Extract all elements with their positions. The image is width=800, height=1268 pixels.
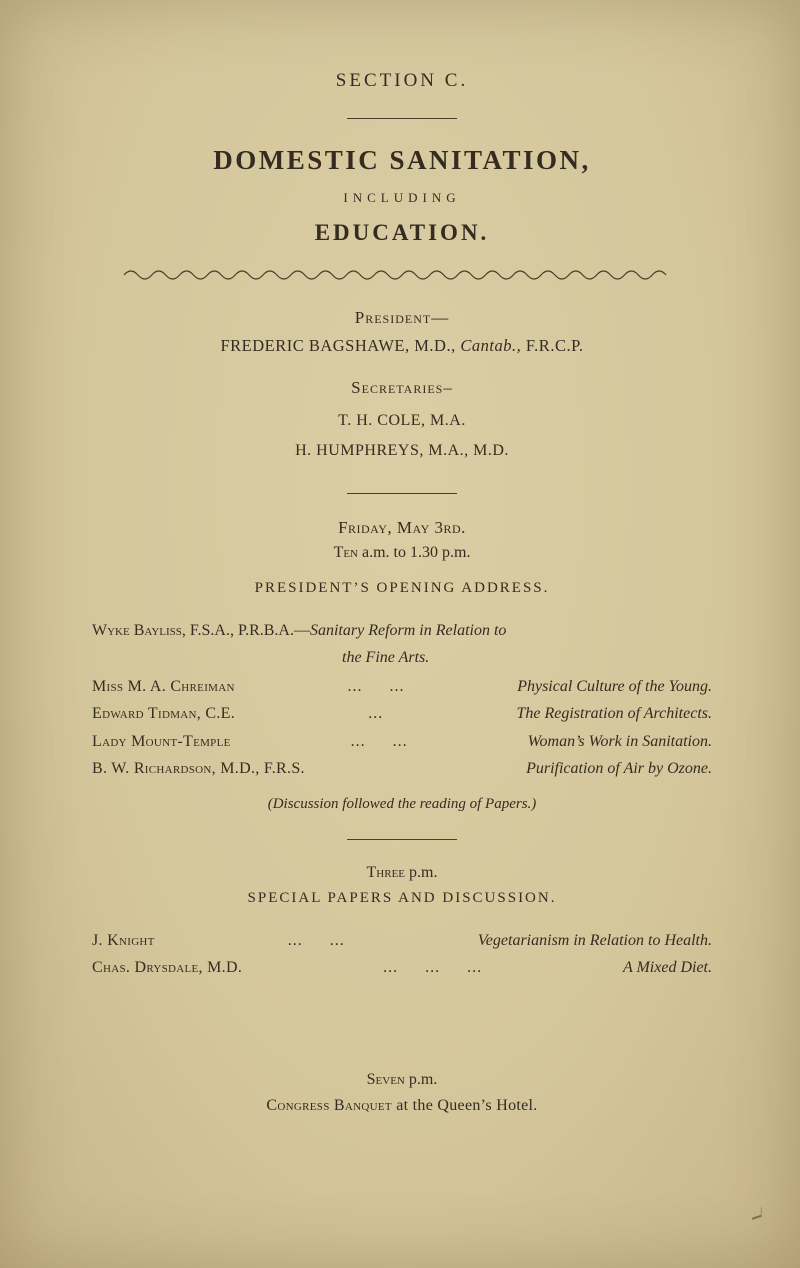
paper-speaker: Edward Tidman, C.E. <box>92 705 236 723</box>
dot-leader: ... ... <box>350 732 408 750</box>
banquet-event-rest: at the Queen’s Hotel. <box>391 1097 538 1115</box>
paper-topic: Purification of Air by Ozone. <box>526 759 712 777</box>
dot-leader: ... <box>368 705 384 723</box>
president-name-part: F.R.C.P. <box>521 336 584 355</box>
page-subtitle: EDUCATION. <box>314 220 490 245</box>
decorative-squiggle <box>92 264 712 282</box>
president-label: President— <box>354 308 450 327</box>
secretary-name: H. HUMPHREYS, M.A., M.D. <box>295 442 509 460</box>
session-heading: PRESIDENT’S OPENING ADDRESS. <box>254 579 550 596</box>
paper-row <box>92 700 712 727</box>
paper-topic: The Registration of Architects. <box>516 705 712 723</box>
session-time-word: Ten <box>333 543 358 561</box>
paper-speaker: Wyke Bayliss, F.S.A., P.R.B.A.— <box>92 621 310 639</box>
paper-topic: Vegetarianism in Relation to Health. <box>477 931 712 949</box>
paper-row <box>92 755 712 782</box>
president-name-part: FREDERIC BAGSHAWE, M.D., <box>220 336 461 355</box>
session-day: Friday, May 3rd. <box>338 517 466 537</box>
paper-topic: Sanitary Reform in Relation to <box>309 621 507 639</box>
paper-topic: A Mixed Diet. <box>622 959 712 977</box>
paper-speaker: Miss M. A. Chreiman <box>92 678 235 696</box>
session-time-rest: p.m. <box>404 1071 438 1089</box>
paper-row <box>92 673 712 700</box>
session-time <box>92 1071 712 1089</box>
divider <box>347 118 457 119</box>
paper-speaker: B. W. Richardson, M.D., F.R.S. <box>92 759 305 777</box>
paper-topic: Physical Culture of the Young. <box>517 678 712 696</box>
banquet-line <box>92 1097 712 1115</box>
secretaries-label: Secretaries– <box>351 378 453 397</box>
discussion-note: (Discussion followed the reading of Papers.) <box>267 795 537 812</box>
paper-topic-continued: the Fine Arts. <box>342 648 430 666</box>
president-name-cantab: Cantab., <box>460 336 522 355</box>
dot-leader: ... ... <box>287 931 345 949</box>
title-connector: INCLUDING <box>343 190 461 205</box>
paper-lead <box>92 617 712 671</box>
session-time-rest: p.m. <box>405 863 438 881</box>
divider <box>347 493 457 494</box>
banquet-event-name: Congress Banquet <box>266 1097 392 1115</box>
dot-leader: ... ... ... <box>383 959 483 977</box>
page-title: DOMESTIC SANITATION, <box>213 145 591 175</box>
president-name <box>92 336 712 356</box>
paper-speaker: J. Knight <box>92 931 155 949</box>
session-time-word: Seven <box>366 1071 405 1089</box>
secretary-name: T. H. COLE, M.A. <box>338 412 466 429</box>
dot-leader: ... ... <box>347 678 405 696</box>
paper-speaker: Chas. Drysdale, M.D. <box>92 959 243 977</box>
session-time <box>92 544 712 562</box>
paper-topic: Woman’s Work in Sanitation. <box>527 732 712 750</box>
session-time-word: Three <box>366 863 406 881</box>
paper-speaker: Lady Mount-Temple <box>92 732 231 750</box>
session-heading: SPECIAL PAPERS AND DISCUSSION. <box>247 889 557 906</box>
session-time-rest: a.m. to 1.30 p.m. <box>358 543 471 561</box>
divider <box>347 839 457 840</box>
section-title: SECTION C. <box>335 70 469 91</box>
paper-row <box>92 954 712 981</box>
ink-speck <box>752 1207 762 1220</box>
evening-section <box>92 1071 712 1115</box>
paper-row <box>92 728 712 755</box>
paper-row <box>92 927 712 954</box>
session-time <box>92 864 712 882</box>
